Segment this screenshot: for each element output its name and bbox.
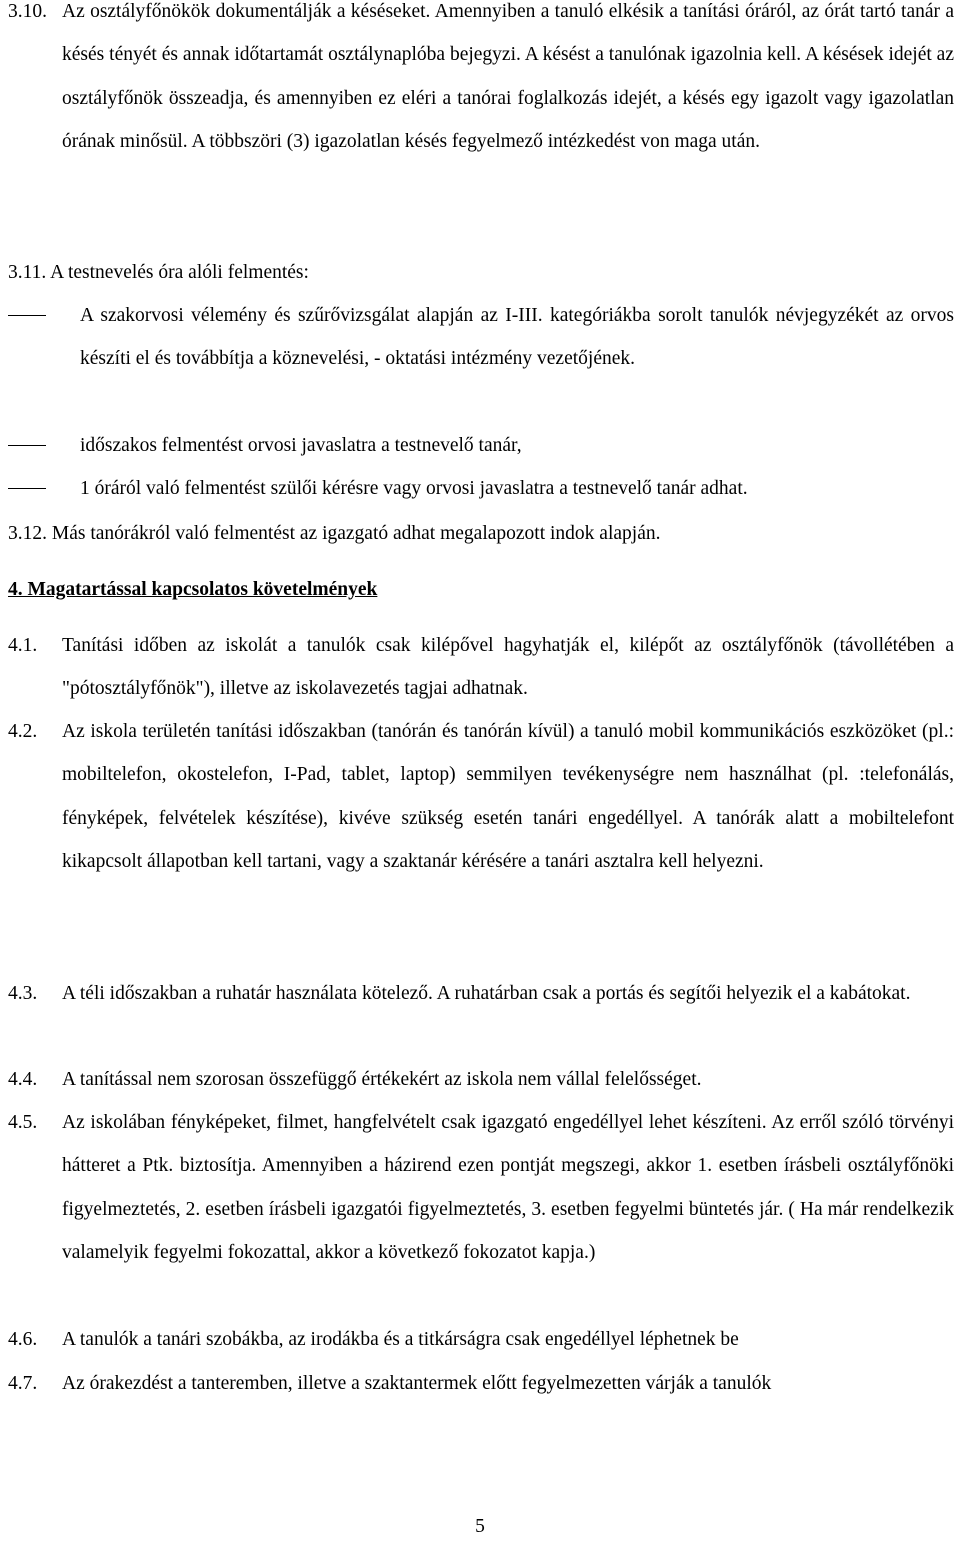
section-3-11: [8, 251, 954, 294]
page-number: 5: [475, 1516, 485, 1537]
section-number: 4.3.: [8, 983, 38, 1004]
list-item-text: 1 óráról való felmentést szülői kérésre vagy orvosi javaslatra a testnevelő tanár adhat.: [80, 478, 748, 499]
section-number: 4.5.: [8, 1112, 38, 1133]
section-text: Tanítási időben az iskolát a tanulók csak kilépővel hagyhatják el, kilépőt az osztályfőnök (távollétében a "pótosztályfőnök"), illetve az iskolavezetés tagjai adhatnak.: [62, 635, 954, 700]
section-number: 4.1.: [8, 635, 38, 656]
section-number: 4.7.: [8, 1373, 38, 1394]
section-number: 4.4.: [8, 1069, 38, 1090]
section-text: Az iskola területén tanítási időszakban (tanórán és tanórán kívül) a tanuló mobil kommunikációs eszközöket (pl.: mobiltelefon, okostelefon, I-Pad, tablet, laptop) semmilyen tevékenységre nem használhat (pl. :telefonálás, fényképek, felvételek készítése), kivéve szükség esetén tanári engedéllyel. A tanórák alatt a mobiltelefont kikapcsolt állapotban kell tartani, vagy a szaktanár kérésére a tanári asztalra kell helyezni.: [62, 721, 954, 872]
section-heading: 4. Magatartással kapcsolatos követelmények: [8, 579, 378, 600]
section-text: A testnevelés óra alóli felmentés:: [50, 262, 309, 283]
section-number: 3.12.: [8, 523, 47, 544]
section-3-12: [8, 512, 954, 555]
section-text: Az iskolában fényképeket, filmet, hangfelvételt csak igazgató engedéllyel lehet készíteni. Az erről szóló törvényi hátteret a Ptk. biztosítja. Amennyiben a házirend ezen pontját megszegi, akkor 1. esetben írásbeli osztályfőnöki figyelmeztetés, 2. esetben írásbeli igazgatói figyelmeztetés, 3. esetben fegyelmi büntetés jár. ( Ha már rendelkezik valamelyik fegyelmi fokozattal, akkor a következő fokozatot kapja.): [62, 1112, 954, 1263]
section-3-10: [8, 0, 954, 163]
section-number: 4.6.: [8, 1329, 38, 1350]
section-number: 4.2.: [8, 721, 38, 742]
list-item-text: időszakos felmentést orvosi javaslatra a testnevelő tanár,: [80, 435, 522, 456]
section-text: Az órakezdést a tanteremben, illetve a szaktantermek előtt fegyelmezetten várják a tanulók: [62, 1373, 772, 1394]
section-text: Az osztályfőnökök dokumentálják a késéseket. Amennyiben a tanuló elkésik a tanítási óráról, az órát tartó tanár a késés tényét és annak időtartamát osztálynaplóba bejegyzi. A késést a tanulónak igazolnia kell. A késések idejét az osztályfőnök összeadja, és amennyiben ez eléri a tanórai foglalkozás idejét, a késés egy igazolt vagy igazolatlan órának minősül. A többszöri (3) igazolatlan késés fegyelmező intézkedést von maga után.: [62, 1, 954, 152]
section-text: A tanulók a tanári szobákba, az irodákba és a titkárságra csak engedéllyel léphetnek be: [62, 1329, 739, 1350]
section-text: A téli időszakban a ruhatár használata kötelező. A ruhatárban csak a portás és segítői helyezik el a kabátokat.: [62, 983, 911, 1004]
section-number: 3.11.: [8, 262, 47, 283]
section-text: A tanítással nem szorosan összefüggő értékekért az iskola nem vállal felelősséget.: [62, 1069, 702, 1090]
section-number: 3.10.: [8, 1, 47, 22]
section-text: Más tanórákról való felmentést az igazgató adhat megalapozott indok alapján.: [51, 523, 661, 544]
list-item-text: A szakorvosi vélemény és szűrővizsgálat alapján az I-III. kategóriákba sorolt tanulók névjegyzékét az orvos készíti el és továbbítja a köznevelési, - oktatási intézmény vezetőjének.: [80, 305, 954, 370]
